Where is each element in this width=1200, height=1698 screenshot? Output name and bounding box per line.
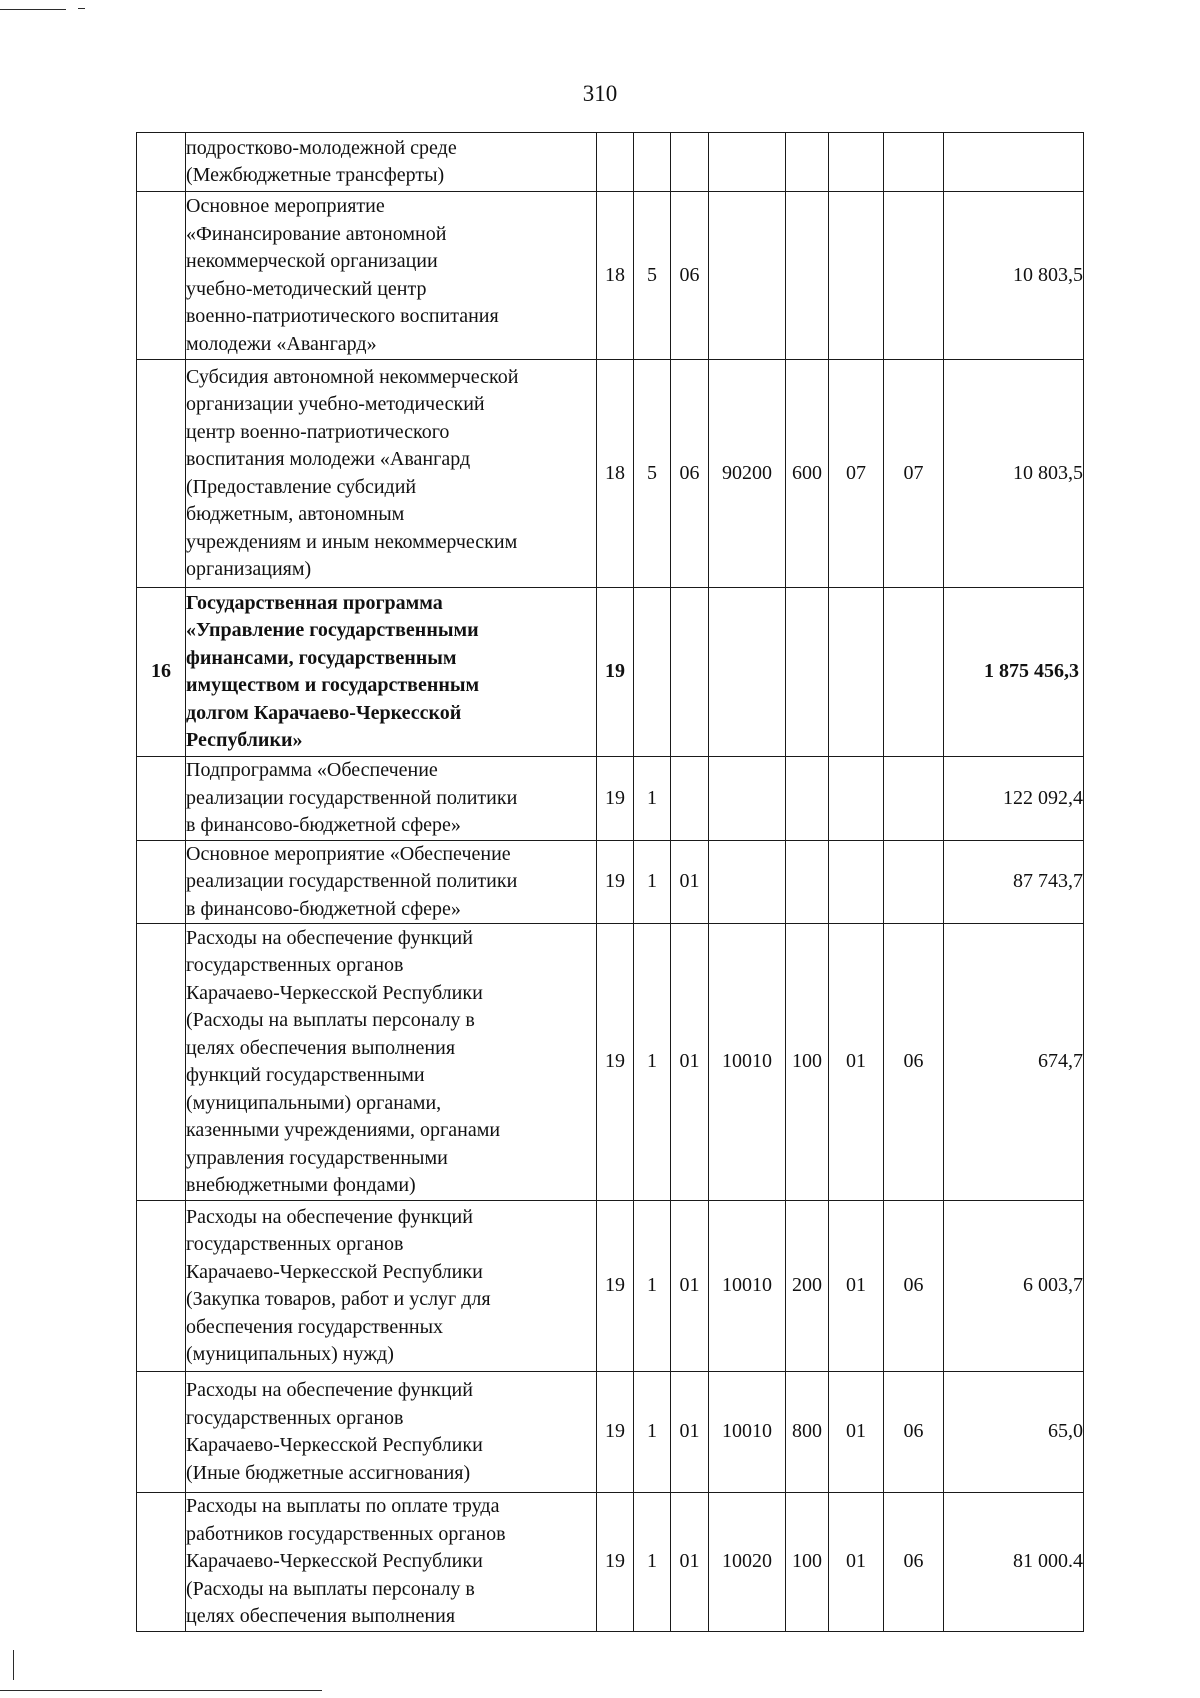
description-cell: Основное мероприятие «Обеспечение реализации государственной политики в финансово-бюджетной сфере» xyxy=(186,840,597,924)
table-row xyxy=(137,757,1084,841)
description-cell: Основное мероприятие «Финансирование автономной некоммерческой организации учебно-методический центр военно-патриотического воспитания молодежи «Авангард» xyxy=(186,192,597,360)
row-number-cell xyxy=(137,924,186,1201)
code-expense-type-cell xyxy=(786,192,829,360)
description-cell: Расходы на обеспечение функций государственных органов Карачаево-Черкесской Республики (Закупка товаров, работ и услуг для обеспечения государственных (муниципальных) нужд) xyxy=(186,1201,597,1372)
amount-cell xyxy=(944,133,1084,192)
code-expense-type-cell xyxy=(786,133,829,192)
row-number-cell xyxy=(137,133,186,192)
code-direction-cell: 10010 xyxy=(709,924,786,1201)
amount-cell: 81 000.4 xyxy=(944,1493,1084,1632)
code-event-cell xyxy=(671,133,709,192)
code-program-cell: 19 xyxy=(597,757,634,841)
row-number-cell xyxy=(137,192,186,360)
code-program-cell: 19 xyxy=(597,588,634,757)
code-expense-type-cell: 100 xyxy=(786,924,829,1201)
code-expense-type-cell xyxy=(786,840,829,924)
code-subsection-cell: 06 xyxy=(884,1201,944,1372)
code-section-cell: 01 xyxy=(829,1493,884,1632)
code-direction-cell xyxy=(709,840,786,924)
table-row xyxy=(137,840,1084,924)
description-cell: подростково-молодежной среде (Межбюджетные трансферты) xyxy=(186,133,597,192)
code-program-cell: 19 xyxy=(597,840,634,924)
code-section-cell xyxy=(829,588,884,757)
code-subsection-cell: 06 xyxy=(884,1372,944,1493)
row-number-cell xyxy=(137,757,186,841)
code-section-cell: 01 xyxy=(829,924,884,1201)
table-row xyxy=(137,1201,1084,1372)
code-direction-cell xyxy=(709,192,786,360)
code-event-cell xyxy=(671,588,709,757)
code-event-cell: 01 xyxy=(671,1201,709,1372)
code-subsection-cell: 06 xyxy=(884,1493,944,1632)
row-number-cell xyxy=(137,1493,186,1632)
code-section-cell xyxy=(829,192,884,360)
code-direction-cell xyxy=(709,133,786,192)
row-number-cell: 16 xyxy=(137,588,186,757)
code-expense-type-cell xyxy=(786,588,829,757)
code-subprogram-cell: 1 xyxy=(634,1372,671,1493)
code-event-cell: 01 xyxy=(671,1372,709,1493)
code-subprogram-cell xyxy=(634,588,671,757)
description-cell: Расходы на обеспечение функций государственных органов Карачаево-Черкесской Республики (Иные бюджетные ассигнования) xyxy=(186,1372,597,1493)
code-direction-cell: 90200 xyxy=(709,360,786,588)
code-program-cell: 18 xyxy=(597,192,634,360)
code-subsection-cell xyxy=(884,133,944,192)
code-event-cell xyxy=(671,757,709,841)
table-row xyxy=(137,1372,1084,1493)
code-subprogram-cell: 1 xyxy=(634,1493,671,1632)
table-row xyxy=(137,1493,1084,1632)
code-direction-cell xyxy=(709,757,786,841)
row-number-cell xyxy=(137,360,186,588)
code-subprogram-cell: 1 xyxy=(634,757,671,841)
code-event-cell: 01 xyxy=(671,1493,709,1632)
description-cell: Подпрограмма «Обеспечение реализации государственной политики в финансово-бюджетной сфере» xyxy=(186,757,597,841)
code-subsection-cell xyxy=(884,840,944,924)
code-subprogram-cell: 5 xyxy=(634,360,671,588)
table-row xyxy=(137,924,1084,1201)
code-subprogram-cell: 5 xyxy=(634,192,671,360)
scan-line-bottom xyxy=(0,1690,322,1691)
code-event-cell: 01 xyxy=(671,840,709,924)
amount-cell: 122 092,4 xyxy=(944,757,1084,841)
amount-cell: 6 003,7 xyxy=(944,1201,1084,1372)
code-section-cell: 01 xyxy=(829,1201,884,1372)
code-expense-type-cell xyxy=(786,757,829,841)
code-subsection-cell xyxy=(884,192,944,360)
amount-cell: 10 803,5 xyxy=(944,360,1084,588)
row-number-cell xyxy=(137,1201,186,1372)
code-program-cell: 18 xyxy=(597,360,634,588)
scan-line-top xyxy=(0,9,66,10)
scan-mark-left xyxy=(13,1650,14,1680)
code-expense-type-cell: 100 xyxy=(786,1493,829,1632)
code-subprogram-cell xyxy=(634,133,671,192)
code-subprogram-cell: 1 xyxy=(634,840,671,924)
page-number: 310 xyxy=(582,81,618,106)
table-body xyxy=(137,133,1084,1632)
amount-cell: 87 743,7 xyxy=(944,840,1084,924)
code-program-cell xyxy=(597,133,634,192)
code-program-cell: 19 xyxy=(597,1372,634,1493)
description-cell: Расходы на выплаты по оплате труда работников государственных органов Карачаево-Черкесской Республики (Расходы на выплаты персоналу в целях обеспечения выполнения xyxy=(186,1493,597,1632)
code-section-cell xyxy=(829,757,884,841)
code-direction-cell: 10020 xyxy=(709,1493,786,1632)
code-section-cell: 01 xyxy=(829,1372,884,1493)
code-section-cell: 07 xyxy=(829,360,884,588)
table-row xyxy=(137,192,1084,360)
budget-table xyxy=(136,132,1084,1632)
code-expense-type-cell: 600 xyxy=(786,360,829,588)
description-cell: Государственная программа «Управление государственными финансами, государственным имуществом и государственным долгом Карачаево-Черкесской Республики» xyxy=(186,588,597,757)
code-subsection-cell: 07 xyxy=(884,360,944,588)
code-expense-type-cell: 200 xyxy=(786,1201,829,1372)
code-subsection-cell xyxy=(884,588,944,757)
code-program-cell: 19 xyxy=(597,924,634,1201)
row-number-cell xyxy=(137,1372,186,1493)
code-event-cell: 06 xyxy=(671,360,709,588)
code-subsection-cell: 06 xyxy=(884,924,944,1201)
amount-cell: 65,0 xyxy=(944,1372,1084,1493)
table-row xyxy=(137,360,1084,588)
code-expense-type-cell: 800 xyxy=(786,1372,829,1493)
row-number-cell xyxy=(137,840,186,924)
code-subprogram-cell: 1 xyxy=(634,1201,671,1372)
code-program-cell: 19 xyxy=(597,1201,634,1372)
amount-cell: 1 875 456,3 xyxy=(944,588,1084,757)
code-section-cell xyxy=(829,840,884,924)
code-direction-cell: 10010 xyxy=(709,1201,786,1372)
code-section-cell xyxy=(829,133,884,192)
code-event-cell: 06 xyxy=(671,192,709,360)
code-event-cell: 01 xyxy=(671,924,709,1201)
scan-line-top-dash xyxy=(78,8,85,9)
description-cell: Субсидия автономной некоммерческой организации учебно-методический центр военно-патриотического воспитания молодежи «Авангард (Предоставление субсидий бюджетным, автономным учреждениям и иным некоммерческим организациям) xyxy=(186,360,597,588)
code-subprogram-cell: 1 xyxy=(634,924,671,1201)
table-row xyxy=(137,133,1084,192)
code-subsection-cell xyxy=(884,757,944,841)
code-program-cell: 19 xyxy=(597,1493,634,1632)
table-row xyxy=(137,588,1084,757)
description-cell: Расходы на обеспечение функций государственных органов Карачаево-Черкесской Республики (Расходы на выплаты персоналу в целях обеспечения выполнения функций государственными (муниципальными) органами, казенными учреждениями, органами управления государственными внебюджетными фондами) xyxy=(186,924,597,1201)
code-direction-cell xyxy=(709,588,786,757)
code-direction-cell: 10010 xyxy=(709,1372,786,1493)
amount-cell: 10 803,5 xyxy=(944,192,1084,360)
amount-cell: 674,7 xyxy=(944,924,1084,1201)
